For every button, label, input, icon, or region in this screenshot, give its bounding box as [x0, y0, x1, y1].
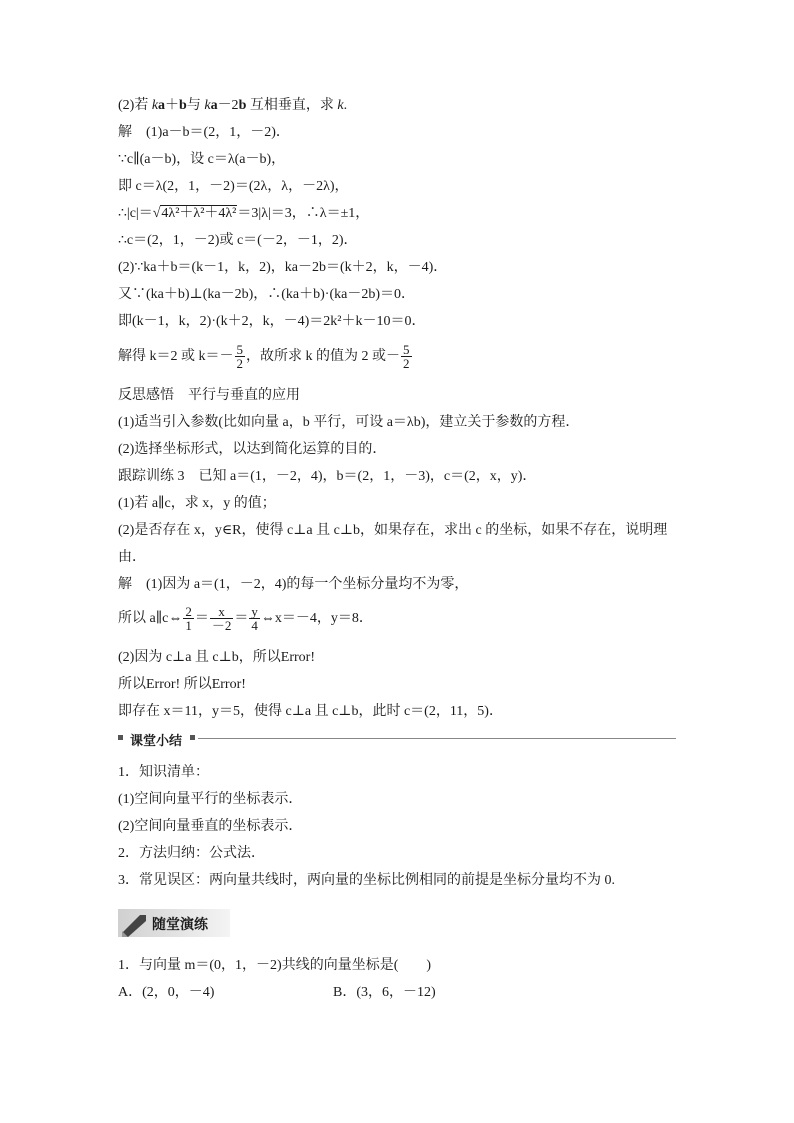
practice-banner: [118, 909, 230, 937]
option-a: A．(2，0，－4): [118, 985, 215, 1000]
solution-step-5: ∴c＝(2，1，－2)或 c＝(－2，－1，2)．: [118, 233, 358, 248]
exercise-solution-1: 解 (1)因为 a＝(1，－2，4)的每一个坐标分量均不为零，: [118, 577, 469, 592]
exercise-solution-4: 所以Error! 所以Error!: [118, 677, 246, 692]
pencil-icon: [118, 909, 148, 937]
solution-step-6: (2)∵ka＋b＝(k－1，k，2)，ka－2b＝(k＋2，k，－4)．: [118, 260, 448, 275]
option-b: B．(3，6，－12): [333, 985, 436, 1000]
exercise-solution-3: (2)因为 c⊥a 且 c⊥b，所以Error!: [118, 650, 315, 665]
summary-item: 1．知识清单：: [118, 765, 209, 780]
exercise-3-statement: 跟踪训练 3 已知 a＝(1，－2，4)，b＝(2，1，－3)，c＝(2，x，y)．: [118, 469, 537, 484]
solution-step-3: 即 c＝λ(2，1，－2)＝(2λ，λ，－2λ)，: [118, 179, 349, 194]
bullet-square-icon: [190, 735, 195, 740]
bullet-square-icon: [118, 735, 123, 740]
exercise-solution-5: 即存在 x＝11，y＝5，使得 c⊥a 且 c⊥b，此时 c＝(2，11，5)．: [118, 704, 503, 719]
solution-result: 解得 k＝2 或 k＝－ $\frac{5}{2}$ ，故所求 k 的值为 2 或－ $\frac{5}{2}$: [118, 342, 410, 372]
exercise-3-part-2: (2)是否存在 x，y∈R，使得 c⊥a 且 c⊥b，如果存在，求出 c 的坐标，如果不存在，说明理: [118, 523, 668, 538]
reflection-point-1: (1)适当引入参数(比如向量 a，b 平行，可设 a＝λb)，建立关于参数的方程．: [118, 415, 580, 430]
summary-item: 3．常见误区：两向量共线时，两向量的坐标比例相同的前提是坐标分量均不为 0.: [118, 873, 615, 888]
practice-heading: 随堂演练: [152, 917, 208, 933]
summary-heading: 课堂小结: [130, 734, 183, 749]
solution-step-2: ∵c∥(a－b)，设 c＝λ(a－b)，: [118, 152, 286, 167]
solution-step-7: 又∵(ka＋b)⊥(ka－2b)，∴(ka＋b)·(ka－2b)＝0．: [118, 287, 415, 302]
summary-item: (1)空间向量平行的坐标表示．: [118, 792, 303, 807]
summary-item: (2)空间向量垂直的坐标表示．: [118, 819, 303, 834]
problem-part-2: (2)若 ka＋b与 ka－2b 互相垂直，求 k.: [118, 98, 348, 113]
solution-step-8: 即(k－1，k，2)·(k＋2，k，－4)＝2k²＋k－10＝0．: [118, 314, 426, 329]
reflection-heading: 反思感悟 平行与垂直的应用: [118, 388, 300, 403]
reflection-point-2: (2)选择坐标形式，以达到简化运算的目的．: [118, 442, 387, 457]
exercise-3-part-1: (1)若 a∥c，求 x，y 的值；: [118, 496, 276, 511]
exercise-solution-2: 所以 a∥c⇔ $\frac{2}{1}$ ＝ $\frac{x}{-2}$ ＝ $\frac{y}{4}$ ⇔x＝－4，y＝8．: [118, 604, 373, 634]
practice-question-1: 1．与向量 m＝(0，1，－2)共线的向量坐标是( ): [118, 958, 432, 973]
divider: [198, 738, 676, 739]
exercise-3-part-2-cont: 由．: [118, 550, 146, 565]
solution-step-1: 解 (1)a－b＝(2，1，－2)．: [118, 125, 290, 140]
summary-heading-bar: [118, 732, 676, 749]
solution-step-4: ∴|c|＝√4λ²＋λ²＋4λ²＝3|λ|＝3，∴λ＝±1，: [118, 206, 370, 221]
summary-item: 2．方法归纳：公式法．: [118, 846, 265, 861]
